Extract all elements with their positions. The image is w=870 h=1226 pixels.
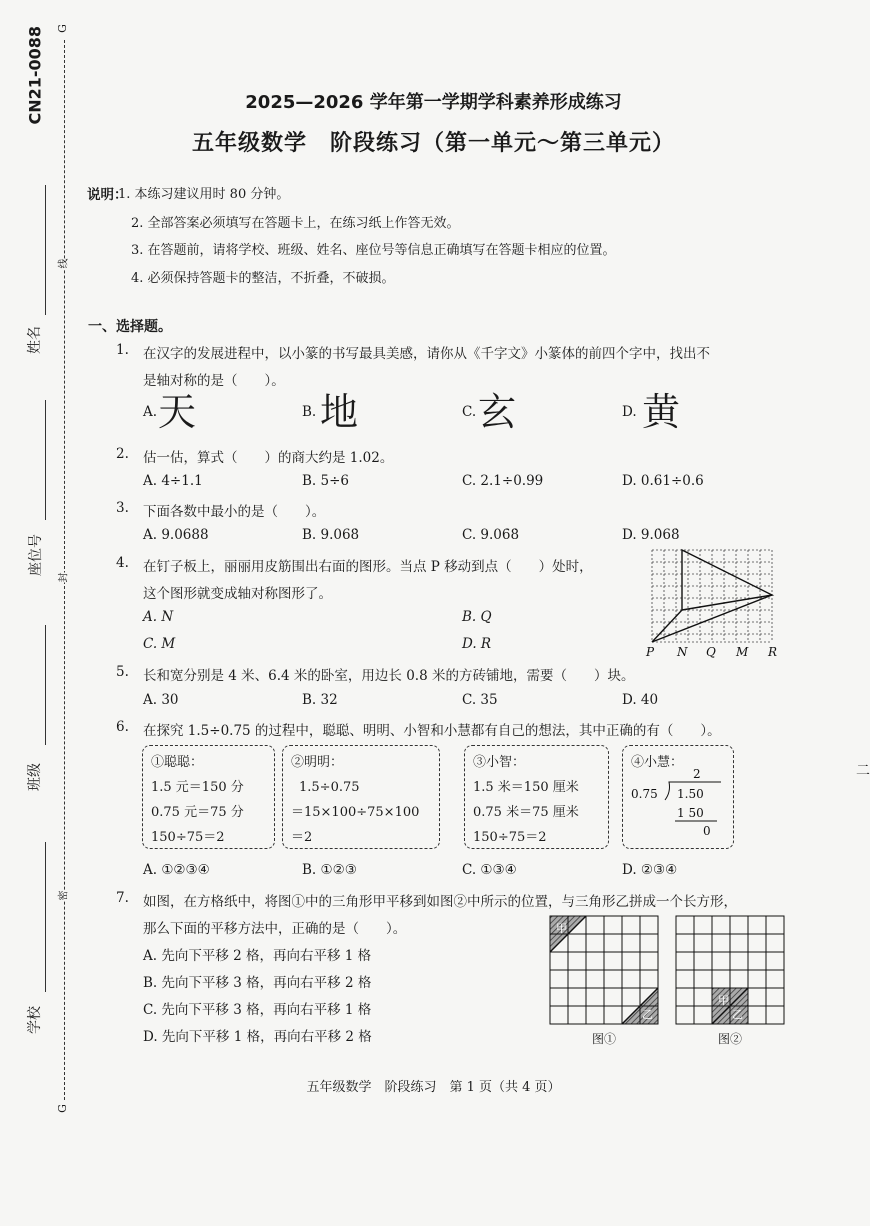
paper-code: CN21-0088 <box>25 25 45 125</box>
question-number: 7. <box>116 890 129 906</box>
point-label-n: N <box>677 645 688 659</box>
figure-caption-1: 图① <box>592 1032 617 1046</box>
division-remainder: 0 <box>703 824 711 838</box>
option-label[interactable]: A. 9.0688 <box>143 527 209 543</box>
notes-label: 说明： <box>87 187 128 203</box>
page-footer: 五年级数学 阶段练习 第 1 页（共 4 页） <box>306 1080 561 1095</box>
box-line: 0.75 元＝75 分 <box>151 805 244 820</box>
question-text: 在汉字的发展进程中，以小篆的书写最具美感，请你从《千字文》小篆体的前四个字中，找出不 <box>143 346 710 362</box>
field-seat-line[interactable] <box>45 400 46 520</box>
field-seat-label: 座位号 <box>28 534 44 576</box>
point-label-q: Q <box>706 645 716 659</box>
option-label[interactable]: C. 先向下平移 3 格，再向右平移 1 格 <box>143 1002 372 1018</box>
question-text: 估一估，算式（ ）的商大约是 1.02。 <box>143 450 394 466</box>
note-item: 3. 在答题前，请将学校、班级、姓名、座位号等信息正确填写在答题卡相应的位置。 <box>131 243 616 258</box>
option-label[interactable]: C. 9.06̇8̇ <box>462 527 520 543</box>
option-label[interactable]: B. <box>302 404 317 420</box>
box-line: 1.5÷0.75 <box>299 780 360 795</box>
binding-marker-bottom: G <box>55 1104 69 1113</box>
option-label[interactable]: A. <box>143 404 158 420</box>
option-label[interactable]: C. ①③④ <box>462 862 517 878</box>
binding-dashed-line <box>64 40 65 1100</box>
option-label[interactable]: D. 40 <box>622 692 659 708</box>
box-title: ③小智： <box>473 755 526 770</box>
option-label[interactable]: D. 先向下平移 1 格，再向右平移 2 格 <box>143 1029 372 1045</box>
option-label[interactable]: C. 2.1÷0.99 <box>462 473 544 489</box>
shape-label-jia: 甲 <box>718 994 729 1007</box>
option-label[interactable]: B. ①②③ <box>302 862 357 878</box>
figure-caption-2: 图② <box>718 1032 743 1046</box>
question-number: 5. <box>116 664 129 680</box>
edge-mark: 二 <box>856 763 870 779</box>
field-school-label: 学校 <box>27 1006 43 1034</box>
grid-figure-1 <box>548 914 660 1026</box>
cut-label-seal: 封 <box>55 573 70 583</box>
point-label-r: R <box>768 645 778 659</box>
question-number: 2. <box>116 446 129 462</box>
exam-subtitle: 五年级数学 阶段练习（第一单元～第三单元） <box>191 131 675 156</box>
seal-glyph-huang: 黄 <box>642 390 681 434</box>
division-dividend: 1.50 <box>677 787 704 801</box>
question-text: 这个图形就变成轴对称图形了。 <box>143 586 332 602</box>
option-label[interactable]: C. M <box>143 636 176 652</box>
note-item: 2. 全部答案必须填写在答题卡上，在练习纸上作答无效。 <box>131 216 460 231</box>
question-text: 是轴对称的是（ ）。 <box>143 373 285 389</box>
box-title: ④小慧： <box>631 755 684 770</box>
section-title: 一、选择题。 <box>88 319 172 335</box>
option-label[interactable]: B. 5÷6 <box>302 473 349 489</box>
cut-label-dense: 密 <box>55 891 70 901</box>
division-quotient: 2 <box>693 767 701 781</box>
box-title: ①聪聪： <box>151 755 204 770</box>
thinking-box-mingming <box>282 745 440 849</box>
box-line: ＝2 <box>291 830 313 845</box>
option-label[interactable]: C. 35 <box>462 692 498 708</box>
box-title: ②明明： <box>291 755 344 770</box>
option-label[interactable]: B. 9.068̇ <box>302 527 360 543</box>
cut-label-line: 线 <box>55 259 70 269</box>
thinking-box-congcong <box>142 745 275 849</box>
thinking-box-xiaohui <box>622 745 734 849</box>
option-label[interactable]: D. 0.61÷0.6 <box>622 473 704 489</box>
question-number: 3. <box>116 500 129 516</box>
shape-label-yi: 乙 <box>642 1008 653 1021</box>
option-label[interactable]: A. ①②③④ <box>143 862 210 878</box>
option-label[interactable]: D. <box>622 404 637 420</box>
point-label-p: P <box>646 645 655 659</box>
box-line: ＝15×100÷75×100 <box>291 805 420 820</box>
field-school-line[interactable] <box>45 842 46 992</box>
box-line: 1.5 元＝150 分 <box>151 780 244 795</box>
shape-label-yi: 乙 <box>732 1008 743 1021</box>
seal-glyph-di: 地 <box>320 390 359 434</box>
field-name-label: 姓名 <box>27 326 43 354</box>
shape-label-jia: 甲 <box>556 922 567 935</box>
pegboard-figure <box>642 545 787 660</box>
option-label[interactable]: A. 先向下平移 2 格，再向右平移 1 格 <box>143 948 372 964</box>
option-label[interactable]: A. 30 <box>143 692 179 708</box>
question-text: 下面各数中最小的是（ ）。 <box>143 504 326 520</box>
grid-figure-2 <box>674 914 786 1026</box>
question-text: 那么下面的平移方法中，正确的是（ ）。 <box>143 921 407 937</box>
option-label[interactable]: D. R <box>462 636 492 652</box>
box-line: 150÷75＝2 <box>151 830 225 845</box>
option-label[interactable]: D. ②③④ <box>622 862 678 878</box>
question-text: 长和宽分别是 4 米、6.4 米的卧室，用边长 0.8 米的方砖铺地，需要（ ）块。 <box>143 668 635 684</box>
option-label[interactable]: B. Q <box>462 609 492 625</box>
option-label[interactable]: C. <box>462 404 477 420</box>
question-number: 6. <box>116 719 129 735</box>
note-item: 1. 本练习建议用时 80 分钟。 <box>118 187 290 202</box>
thinking-box-xiaozhi <box>464 745 609 849</box>
question-text: 如图，在方格纸中，将图①中的三角形甲平移到如图②中所示的位置，与三角形乙拼成一个长方形， <box>143 894 737 910</box>
field-name-line[interactable] <box>45 185 46 315</box>
option-label[interactable]: D. 9.0̇68̇ <box>622 527 680 543</box>
question-number: 1. <box>116 342 129 358</box>
question-text: 在钉子板上，丽丽用皮筋围出右面的图形。当点 P 移动到点（ ）处时， <box>143 559 593 575</box>
note-item: 4. 必须保持答题卡的整洁，不折叠，不破损。 <box>131 271 395 286</box>
long-division <box>631 768 721 838</box>
division-product: 1 50 <box>677 806 704 820</box>
question-number: 4. <box>116 555 129 571</box>
binding-marker-top: G <box>55 24 69 33</box>
field-class-line[interactable] <box>45 625 46 745</box>
option-label[interactable]: B. 32 <box>302 692 338 708</box>
exam-title: 2025—2026 学年第一学期学科素养形成练习 <box>245 92 622 113</box>
box-line: 1.5 米＝150 厘米 <box>473 780 579 795</box>
box-line: 150÷75＝2 <box>473 830 547 845</box>
option-label[interactable]: A. 4÷1.1 <box>143 473 203 489</box>
seal-glyph-xuan: 玄 <box>478 390 517 434</box>
field-class-label: 班级 <box>27 763 43 791</box>
division-divisor: 0.75 <box>631 787 658 801</box>
box-line: 0.75 米＝75 厘米 <box>473 805 579 820</box>
question-text: 在探究 1.5÷0.75 的过程中，聪聪、明明、小智和小慧都有自己的想法，其中正确的有（ ）。 <box>143 723 721 739</box>
option-label[interactable]: A. N <box>143 609 174 625</box>
option-label[interactable]: B. 先向下平移 3 格，再向右平移 2 格 <box>143 975 372 991</box>
point-label-m: M <box>736 645 749 659</box>
seal-glyph-tian: 天 <box>158 390 197 434</box>
